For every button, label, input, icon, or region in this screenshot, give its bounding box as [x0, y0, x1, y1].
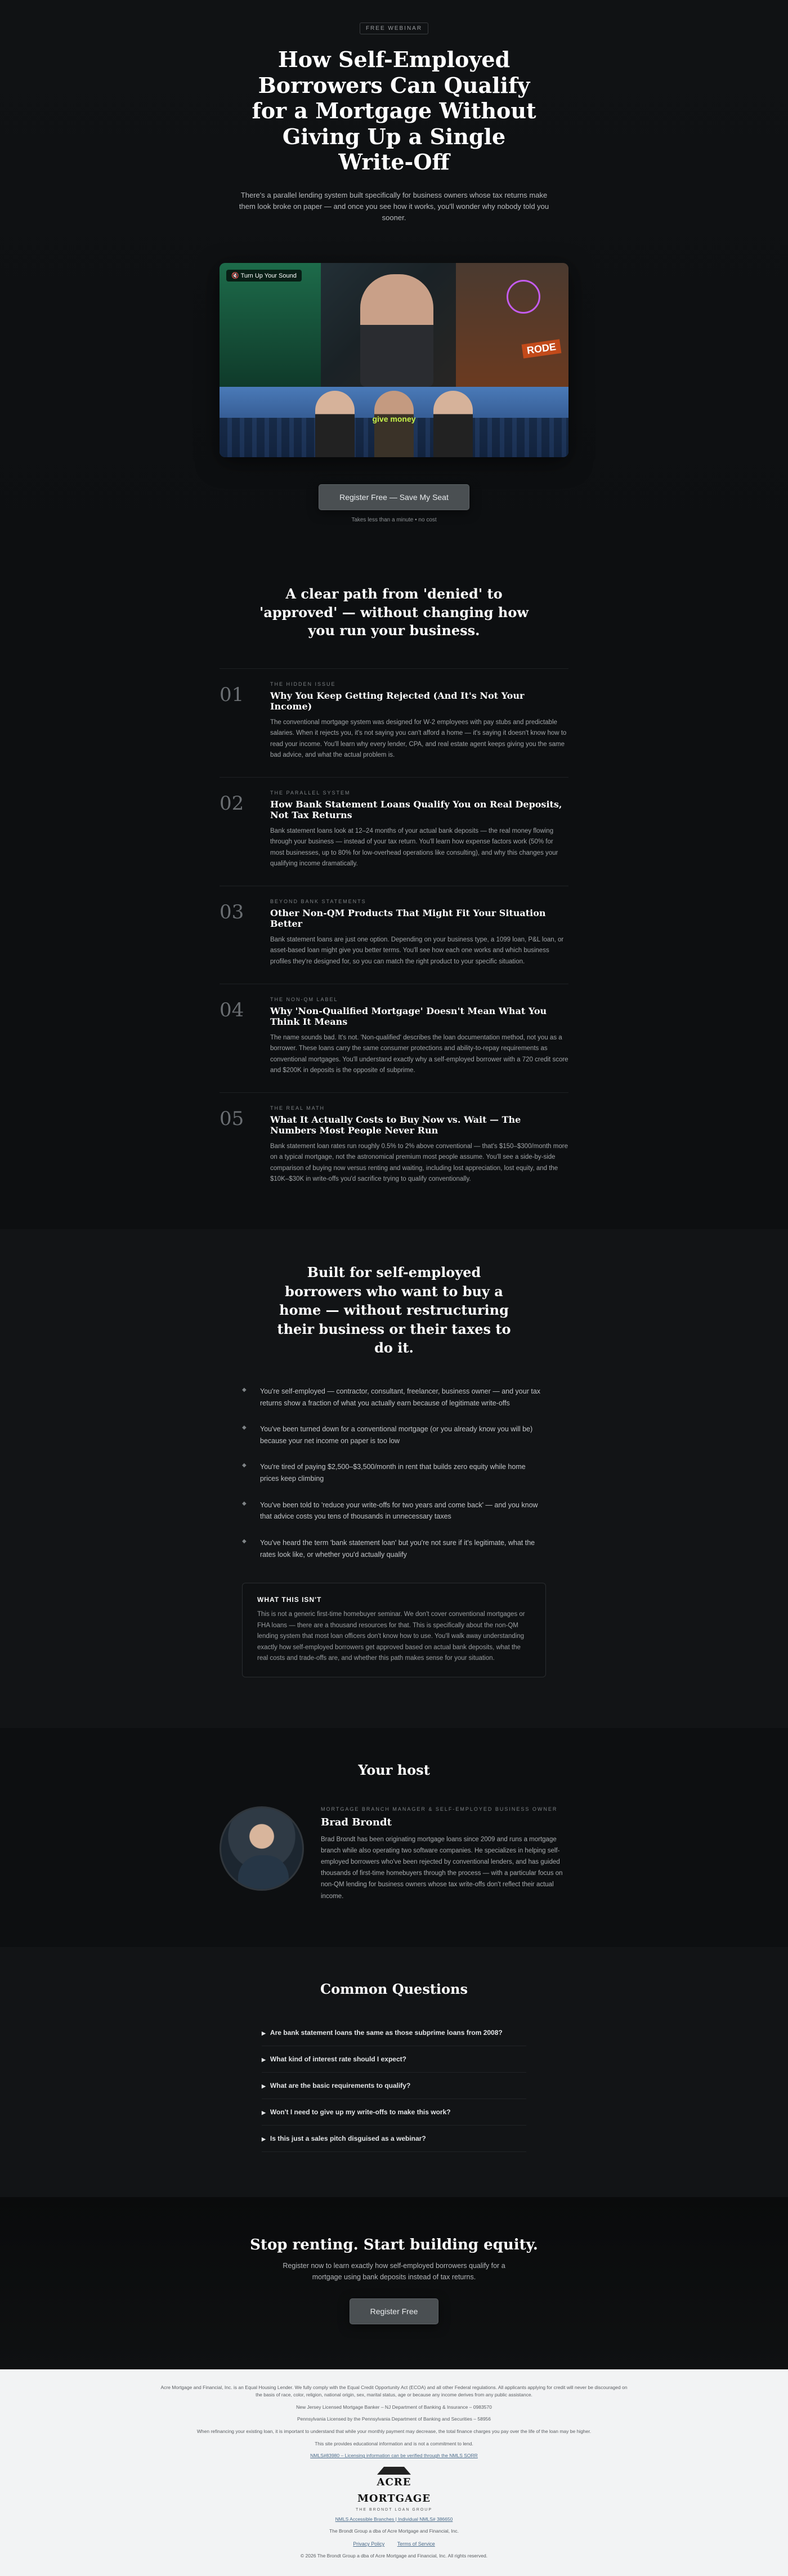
faq-question: Is this just a sales pitch disguised as a webinar? [270, 2134, 426, 2142]
rode-logo: RODE [522, 340, 562, 359]
checklist-item: ◆ You're tired of paying $2,500–$3,500/month in rent that builds zero equity while home prices keep climbing [242, 1461, 546, 1484]
video-host-1 [315, 391, 355, 457]
host-name: Brad Brondt [321, 1816, 392, 1828]
final-title: Stop renting. Start building equity. [250, 2236, 538, 2253]
host-bio: Brad Brondt has been originating mortgage loans since 2009 and runs a mortgage branch while also operating two software companies. He specializes in helping self-employed borrowers who've been rejected by conventional lenders, and has guided thousands of first-time homebuyers through the process — with a particular focus on non-QM lending for business owners whose tax write-offs don't reflect their actual income. [321, 1836, 563, 1900]
caret-right-icon: ▶ [262, 2056, 266, 2062]
register-button[interactable]: Register Free — Save My Seat [319, 484, 469, 510]
point-text: The conventional mortgage system was designed for W-2 employees with pay stubs and predictable salaries. When it rejects you, it's not saying you can't afford a home — it's saying it doesn't know how to read your income. You'll learn why every lender, CPA, and real estate agent keeps giving you the same bad advice, and what the actual problem is. [270, 718, 567, 759]
caret-right-icon: ▶ [262, 2030, 266, 2036]
faq-heading: Common Questions [320, 1980, 468, 1997]
hero-subtitle: There's a parallel lending system built specifically for business owners whose tax returns make them look broke on paper — and once you see how it works, you'll wonder why nobody told you sooner. [239, 190, 549, 222]
webinar-badge: FREE WEBINAR [360, 23, 428, 34]
dba-text: The Brondt Group a dba of Acre Mortgage and Financial, Inc. [329, 2528, 459, 2534]
point-item [220, 1092, 568, 1201]
what-this-isnt-box [242, 1583, 546, 1677]
faq-question: What are the basic requirements to qualify? [270, 2081, 411, 2090]
checklist-item: ◆ You've been turned down for a conventional mortgage (or you already know you will be) because your net income on paper is too low [242, 1423, 546, 1447]
final-text: Register now to learn exactly how self-employed borrowers qualify for a mortgage using bank deposits instead of tax returns. [283, 2261, 505, 2281]
sound-label: Turn Up Your Sound [240, 273, 297, 280]
host-heading: Your host [358, 1761, 430, 1778]
faq-question: Are bank statement loans the same as those subprime loans from 2008? [270, 2028, 503, 2037]
nmls-link[interactable]: NMLS#83980 – Licensing information can be verified through the NMLS SORR [310, 2453, 478, 2459]
point-number: 02 [220, 792, 244, 815]
point-number: 04 [220, 998, 244, 1021]
audience-checklist [242, 1386, 546, 1560]
isnt-text: This is not a generic first-time homebuyer seminar. We don't cover conventional mortgages or FHA loans — there are a thousand resources for that. This is specifically about the non-QM lending system that most loan officers don't know how to use. You'll walk away understanding exactly how self-employed borrowers get approved based on actual bank deposits, what the real costs and trade-offs are, and whether this path makes sense for your situation. [257, 1611, 525, 1662]
caret-right-icon: ▶ [262, 2136, 266, 2142]
point-item [220, 886, 568, 984]
neon-sign [507, 280, 540, 314]
point-item [220, 984, 568, 1092]
equal-housing-text: Acre Mortgage and Financial, Inc. is an Equal Housing Lender. We fully comply with the Equal Credit Opportunity Act (ECOA) and all other Federal regulations. All applicants applying for credit will never be discouraged on the basis of race, color, religion, national origin, sex, marital status, age or because any income derives from any public assistance. [160, 2384, 628, 2398]
terms-link[interactable]: Terms of Service [397, 2541, 435, 2547]
checklist-item: ◆ You're self-employed — contractor, consultant, freelancer, business owner — and your tax returns show a fraction of what you actually earn because of legitimate write-offs [242, 1386, 546, 1409]
isnt-title: WHAT THIS ISN'T [257, 1596, 322, 1604]
host-kicker: MORTGAGE BRANCH MANAGER & SELF-EMPLOYED BUSINESS OWNER [321, 1806, 558, 1812]
point-title: What It Actually Costs to Buy Now vs. Wait — The Numbers Most People Never Run [270, 1114, 521, 1136]
nj-license: New Jersey Licensed Mortgage Banker – NJ Department of Banking & Insurance – 0983570 [296, 2404, 492, 2410]
faq-question: What kind of interest rate should I expect? [270, 2055, 406, 2063]
faq-item[interactable] [262, 2126, 526, 2152]
faq-question: Won't I need to give up my write-offs to make this work? [270, 2108, 451, 2116]
footer-links [0, 2540, 788, 2548]
house-roof-icon [377, 2466, 411, 2475]
point-text: Bank statement loans look at 12–24 months of your actual bank deposits — the real money flowing through your business — instead of your tax return. You'll learn how expense factors work (50% for most businesses, up to 80% for low-overhead operations like consulting), and why this changes your qualifying income dramatically. [270, 827, 558, 868]
point-number: 01 [220, 683, 244, 706]
cta-note: Takes less than a minute • no cost [351, 517, 437, 524]
path-section [0, 557, 788, 1229]
video-presenter [360, 274, 433, 387]
point-kicker: THE PARALLEL SYSTEM [270, 789, 351, 796]
point-text: The name sounds bad. It's not. 'Non-qualified' describes the loan documentation method, not you as a borrower. These loans carry the same consumer protections and ability-to-repay requirements as conventional mortgages. You'll understand exactly why a self-employed borrower with a 720 credit score and $200K in deposits is the opposite of subprime. [270, 1034, 568, 1074]
turn-up-sound-button[interactable] [226, 270, 302, 282]
checklist-item: ◆ You've heard the term 'bank statement loan' but you're not sure if it's legitimate, what the rates look like, or whether you'd actually qualify [242, 1537, 546, 1560]
point-kicker: THE HIDDEN ISSUE [270, 681, 336, 687]
host-card [220, 1806, 568, 1902]
video-host-2 [374, 391, 414, 457]
acre-mortgage-logo [349, 2466, 439, 2514]
caret-right-icon: ▶ [262, 2109, 266, 2115]
point-number: 03 [220, 900, 244, 923]
host-avatar [220, 1806, 304, 1891]
audience-section [0, 1229, 788, 1728]
logo-tagline: THE BRONDT LOAN GROUP [356, 2508, 432, 2512]
video-scene-left [220, 263, 321, 387]
faq-section [0, 1947, 788, 2197]
points-list [220, 668, 568, 1201]
point-title: How Bank Statement Loans Qualify You on Real Deposits, Not Tax Returns [270, 798, 562, 820]
educational-disclaimer: This site provides educational information and is not a commitment to lend. [315, 2440, 473, 2446]
point-kicker: THE REAL MATH [270, 1105, 325, 1111]
point-item [220, 668, 568, 777]
point-text: Bank statement loan rates run roughly 0.5% to 2% above conventional — that's $150–$300/month more on a typical mortgage, not the astronomical premium most people assume. You'll see a side-by-side comparison of buying now versus renting and waiting, including lost appreciation, lost equity, and the $10K–$30K in write-offs you'd sacrifice trying to qualify conventionally. [270, 1142, 568, 1183]
faq-item[interactable] [262, 2046, 526, 2073]
checklist-item: ◆ You've been told to 'reduce your write-offs for two years and come back' — and you know that advice costs you tens of thousands in unnecessary taxes [242, 1499, 546, 1523]
refinance-disclaimer: When refinancing your existing loan, it is important to understand that while your monthly payment may decrease, the total finance charges you pay over the life of the loan may be higher. [196, 2428, 592, 2435]
point-kicker: THE NON-QM LABEL [270, 996, 338, 1002]
final-cta-section [0, 2197, 788, 2369]
audience-title: Built for self-employed borrowers who want to buy a home — without restructuring their business or their taxes to do it. [277, 1264, 511, 1356]
point-item [220, 777, 568, 886]
point-title: Other Non-QM Products That Might Fit Your Situation Better [270, 907, 546, 929]
faq-item[interactable] [262, 2073, 526, 2099]
point-title: Why 'Non-Qualified Mortgage' Doesn't Mean What You Think It Means [270, 1005, 547, 1027]
video-host-3 [433, 391, 473, 457]
pa-license: Pennsylvania Licensed by the Pennsylvania Department of Banking and Securities – 58956 [297, 2416, 491, 2422]
final-register-button[interactable]: Register Free [350, 2298, 439, 2324]
caret-right-icon: ▶ [262, 2083, 266, 2089]
hero-section [0, 0, 788, 557]
faq-item[interactable] [262, 2020, 526, 2046]
branch-link[interactable]: NMLS Accessible Branches | Individual NMLS# 386650 [335, 2516, 453, 2522]
video-player[interactable] [220, 263, 568, 457]
logo-name: ACRE MORTGAGE [357, 2476, 431, 2504]
point-kicker: BEYOND BANK STATEMENTS [270, 898, 366, 904]
point-number: 05 [220, 1107, 244, 1130]
video-caption: give money [372, 414, 416, 424]
speaker-icon: 🔇 [231, 273, 241, 280]
hero-title: How Self-Employed Borrowers Can Qualify for a Mortgage Without Giving Up a Single Write-Off [252, 47, 536, 175]
point-text: Bank statement loans are just one option. Depending on your business type, a 1099 loan, P&L loan, or asset-based loan might give you better terms. You'll see how each one works and which business profiles they're designed for, so you can match the right product to your specific situation. [270, 936, 564, 966]
point-title: Why You Keep Getting Rejected (And It's Not Your Income) [270, 690, 525, 712]
faq-item[interactable] [262, 2099, 526, 2126]
video-scene-right [456, 263, 568, 387]
avatar-shirt [238, 1855, 289, 1889]
privacy-link[interactable]: Privacy Policy [353, 2541, 385, 2547]
host-section [0, 1728, 788, 1947]
copyright: © 2026 The Brondt Group a dba of Acre Mortgage and Financial, Inc. All rights reserved. [300, 2553, 488, 2559]
path-title: A clear path from 'denied' to 'approved' — without changing how you run your business. [259, 586, 529, 639]
footer [0, 2369, 788, 2576]
